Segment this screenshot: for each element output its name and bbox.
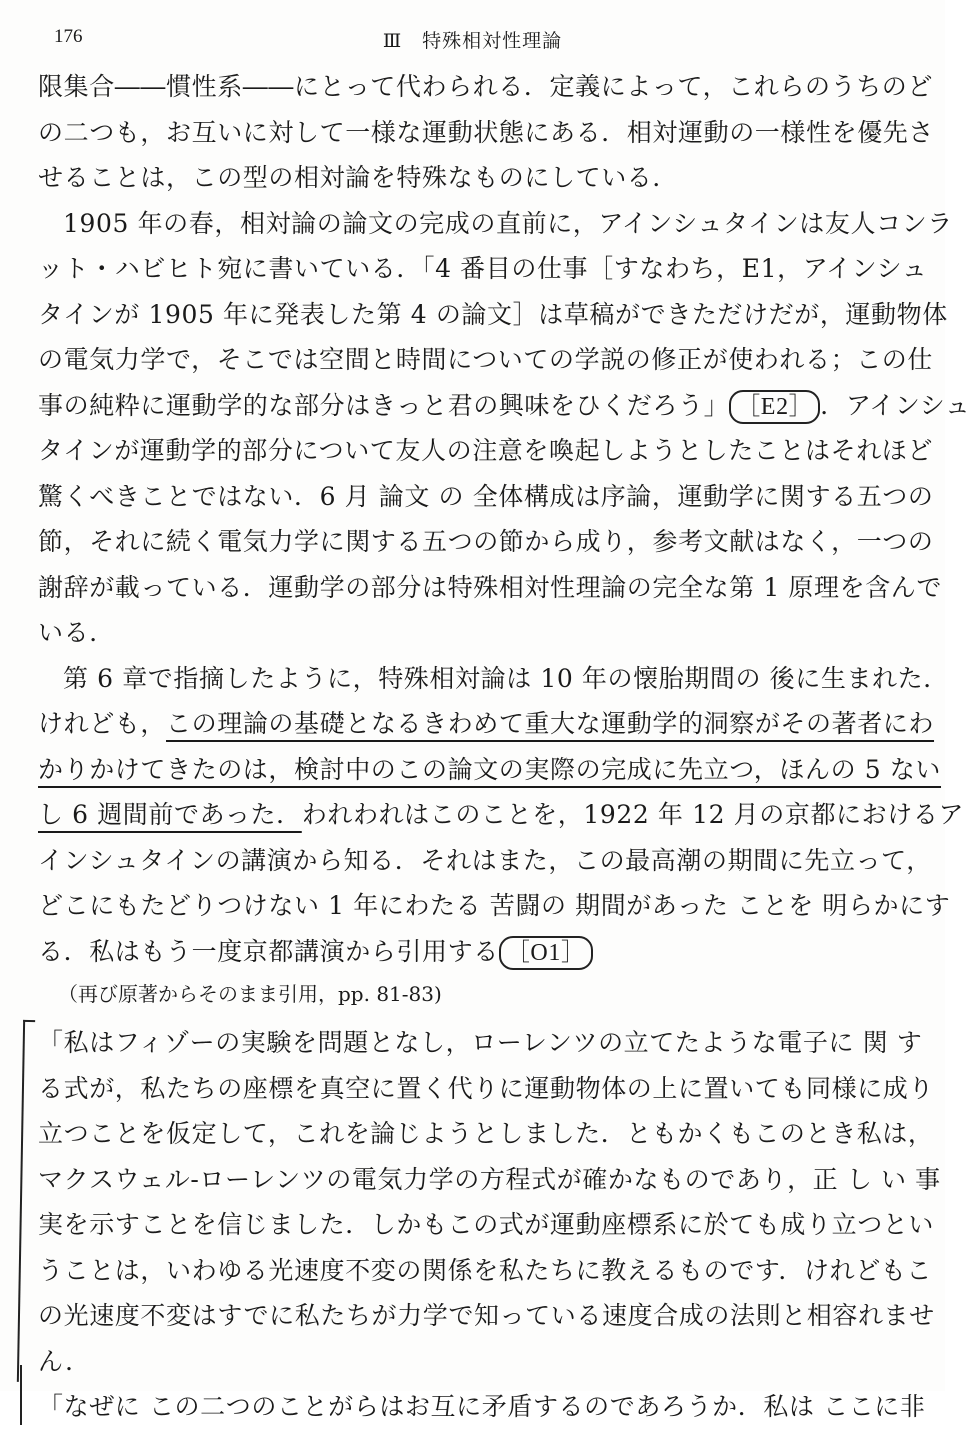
text-line: タインが運動学的部分について友人の注意を喚起しようとしたことはそれほど bbox=[38, 436, 934, 465]
text-line: どこにもたどりつけない 1 年にわたる 苦闘の 期間があった ことを 明らかにす bbox=[38, 891, 951, 920]
quote-line: 実を示すことを信じました．しかもこの式が運動座標系に於ても成り立つとい bbox=[38, 1210, 935, 1239]
text-line: 驚くべきことではない．6 月 論文 の 全体構成は序論，運動学に関する五つの bbox=[38, 481, 934, 511]
paragraph-2 bbox=[38, 201, 971, 656]
text-line: タインが 1905 年に発表した第 4 の論文］は草稿ができただけだが，運動物体 bbox=[38, 299, 948, 329]
quote-line: 立つことを仮定して，これを論じようとしました．ともかくもこのとき私は， bbox=[38, 1119, 934, 1148]
quote-line: 「私はフィゾーの実験を問題となし，ローレンツの立てたような電子に 関 す bbox=[38, 1028, 923, 1057]
text-line: インシュタインの講演から知る．それはまた，この最高潮の期間に先立って， bbox=[38, 845, 932, 875]
text-line bbox=[38, 747, 942, 793]
quote-line: る式が，私たちの座標を真空に置く代りに運動物体の上に置いても同様に成り bbox=[38, 1073, 935, 1103]
text-line bbox=[38, 792, 965, 838]
text-line: ット・ハビヒト宛に書いている．「4 番目の仕事［すなわち，E1，アインシュ bbox=[38, 254, 928, 283]
paragraph-3 bbox=[38, 656, 965, 975]
quote-bracket-mark bbox=[17, 1020, 35, 1382]
quote-line: うことは，いわゆる光速度不変の関係を私たちに教えるものです．けれどもこ bbox=[38, 1255, 933, 1285]
text-line: 節，それに続く電気力学に関する五つの節から成り，参考文献はなく，一つの bbox=[38, 527, 934, 556]
text-line: 謝辞が載っている．運動学の部分は特殊相対性理論の完全な第 1 原理を含んで bbox=[38, 572, 943, 602]
text-segment: る．私はもう一度京都講演から引用する bbox=[38, 936, 499, 966]
text-segment: 事の純粋に運動学的な部分はきっと君の興味をひくだろう」 bbox=[38, 390, 730, 420]
text-line bbox=[38, 929, 908, 975]
text-line: 第 6 章で指摘したように，特殊相対論は 10 年の懐胎期間の 後に生まれた． bbox=[63, 663, 949, 693]
citation-o1: ［O1］ bbox=[499, 936, 593, 970]
running-head: Ⅲ 特殊相対性理論 bbox=[382, 30, 563, 52]
text-line: 限集合――慣性系――にとって代わられる．定義によって，これらのうちのど bbox=[38, 72, 934, 101]
text-line: の電気力学で，そこでは空間と時間についての学説の修正が使われる；この仕 bbox=[38, 345, 934, 374]
page-header bbox=[44, 24, 901, 54]
underlined-passage: かりかけてきたのは，検討中のこの論文の実際の完成に先立つ，ほんの 5 ない bbox=[38, 754, 942, 784]
text-line: の二つも，お互いに対して一様な運動状態にある．相対運動の一様性を優先さ bbox=[38, 117, 935, 147]
quote-line: 「なぜに この二つのことがらはお互に矛盾するのであろうか．私は ここに非 bbox=[38, 1392, 926, 1421]
text-segment: けれども， bbox=[38, 709, 167, 738]
text-line: せることは，この型の相対論を特殊なものにしている． bbox=[38, 163, 679, 192]
body-text bbox=[38, 64, 971, 1430]
quote-block bbox=[38, 1020, 941, 1430]
text-line: 1905 年の春，相対論の論文の完成の直前に，アインシュタインは友人コンラ bbox=[63, 208, 953, 238]
text-line: いる． bbox=[38, 618, 115, 647]
text-segment: われわれはこのことを，1922 年 12 月の京都におけるア bbox=[301, 800, 965, 829]
paragraph-1 bbox=[38, 64, 935, 201]
quote-line: ん． bbox=[38, 1346, 91, 1376]
text-line bbox=[38, 383, 971, 429]
page-number: 176 bbox=[54, 26, 83, 47]
underlined-passage: し 6 週間前であった． bbox=[38, 800, 302, 829]
quote-bracket-mark bbox=[20, 1365, 24, 1425]
quote-line: の光速度不変はすでに私たちが力学で知っている速度合成の法則と相容れませ bbox=[38, 1301, 935, 1330]
text-segment: ．アインシュ bbox=[820, 390, 971, 420]
source-note: （再び原著からそのまま引用，pp. 81-83) bbox=[58, 982, 442, 1006]
citation-e2: ［E2］ bbox=[729, 390, 820, 424]
text-line bbox=[38, 701, 935, 747]
quote-line: マクスウェル-ローレンツの電気力学の方程式が確かなものであり，正 し い 事 bbox=[38, 1164, 941, 1194]
underlined-passage: この理論の基礎となるきわめて重大な運動学的洞察がその著者にわ bbox=[166, 709, 935, 738]
